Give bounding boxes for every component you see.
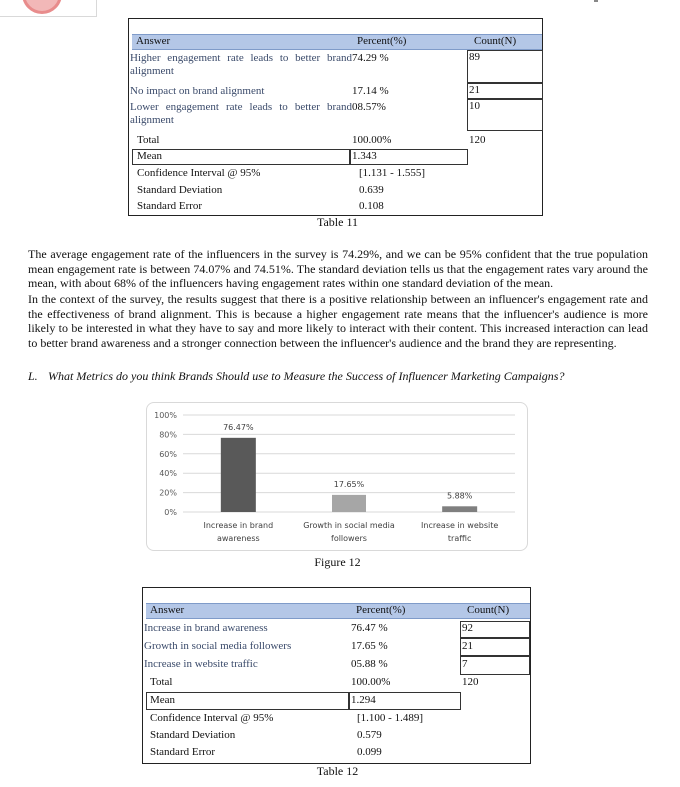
mean-label: Mean xyxy=(150,694,176,706)
table-row-count: 21 xyxy=(462,640,473,652)
x-tick-label: awareness xyxy=(216,534,260,543)
header-mark xyxy=(594,0,598,2)
x-tick-label: Increase in brand xyxy=(203,521,274,530)
table-row-answer: Lower engagement rate leads to better brand alignment xyxy=(130,101,352,126)
question-heading xyxy=(28,369,564,384)
table-row-count: 10 xyxy=(469,100,480,112)
table-row-answer: Growth in social media followers xyxy=(144,640,292,652)
table-row-answer: Increase in brand awareness xyxy=(144,622,268,634)
y-tick-label: 20% xyxy=(159,488,177,498)
table-row-count: 89 xyxy=(469,51,480,63)
total-percent: 100.00% xyxy=(351,676,391,688)
bar-chart-svg xyxy=(147,403,529,552)
total-label: Total xyxy=(137,134,160,146)
bar xyxy=(221,438,256,512)
mean-value: 1.294 xyxy=(351,694,376,706)
table-row-percent: 17.14 % xyxy=(352,85,389,97)
data-label: 76.47% xyxy=(223,422,254,432)
body-paragraph-2: In the context of the survey, the results suggest that there is a positive relationship between an influencer's engagement rate and the effectiveness of brand alignment. This is because a higher engagement rate means that the influencer's audience is more likely to be interested in what they have to say and more likely to interact with their content. This increased interaction can lead to better brand awareness and a stronger connection between the influencer's audience and the brand they are representing. xyxy=(28,292,648,350)
table-row-count: 21 xyxy=(469,84,480,96)
count-box xyxy=(460,656,530,675)
table-row-percent: 08.57% xyxy=(352,101,386,113)
table-11 xyxy=(128,18,543,216)
x-tick-label: Increase in website xyxy=(421,521,499,530)
header-count: Count(N) xyxy=(467,604,510,616)
sd-value: 0.639 xyxy=(359,184,384,196)
total-count: 120 xyxy=(462,676,479,688)
total-percent: 100.00% xyxy=(352,134,392,146)
bar xyxy=(442,506,477,512)
y-tick-label: 60% xyxy=(159,449,177,459)
figure-12-caption: Figure 12 xyxy=(314,555,361,569)
bar xyxy=(332,495,366,512)
y-tick-label: 80% xyxy=(159,430,177,440)
total-label: Total xyxy=(150,676,173,688)
sd-value: 0.579 xyxy=(357,729,382,741)
data-label: 17.65% xyxy=(333,479,365,489)
total-count: 120 xyxy=(469,134,486,146)
ci-value: [1.100 - 1.489] xyxy=(357,712,423,724)
table-11-caption: Table 11 xyxy=(316,215,359,229)
data-label: 5.88% xyxy=(446,491,473,501)
table-row-percent: 76.47 % xyxy=(351,622,388,634)
table-row-percent: 05.88 % xyxy=(351,658,388,670)
header-answer: Answer xyxy=(136,35,171,47)
ci-value: [1.131 - 1.555] xyxy=(359,167,425,179)
table-row-count: 92 xyxy=(462,622,473,634)
university-logo xyxy=(0,0,97,17)
se-label: Standard Error xyxy=(137,200,203,212)
x-tick-label: Growth in social media xyxy=(303,521,395,530)
table-row-answer: No impact on brand alignment xyxy=(130,85,265,97)
x-tick-label: followers xyxy=(331,534,367,543)
y-tick-label: 0% xyxy=(164,508,177,517)
x-tick-label: traffic xyxy=(447,534,472,543)
se-value: 0.099 xyxy=(357,746,382,758)
ci-label: Confidence Interval @ 95% xyxy=(137,167,261,179)
table-12 xyxy=(142,587,531,764)
header-percent: Percent(%) xyxy=(356,604,406,616)
ci-label: Confidence Interval @ 95% xyxy=(150,712,274,724)
table-12-caption: Table 12 xyxy=(316,764,359,778)
figure-12-chart xyxy=(146,402,528,551)
body-paragraph-1: The average engagement rate of the influencers in the survey is 74.29%, and we can be 95% confident that the true population mean engagement rate is between 74.07% and 74.51%. The standard deviation tells us that the engagement rates vary around the mean, with about 68% of the influencers having engagement rates within one standard deviation of the mean. xyxy=(28,247,648,291)
table-row-percent: 17.65 % xyxy=(351,640,388,652)
header-answer: Answer xyxy=(150,604,185,616)
se-label: Standard Error xyxy=(150,746,216,758)
sd-label: Standard Deviation xyxy=(137,184,223,196)
mean-value: 1.343 xyxy=(352,150,377,162)
question-number: L. xyxy=(28,369,38,383)
table-row-answer: Increase in website traffic xyxy=(144,658,258,670)
question-text: What Metrics do you think Brands Should use to Measure the Success of Influencer Marketing Campaigns? xyxy=(48,369,565,383)
mean-label: Mean xyxy=(137,150,163,162)
y-tick-label: 40% xyxy=(159,469,177,479)
sd-label: Standard Deviation xyxy=(150,729,236,741)
mean-row-box xyxy=(146,692,349,710)
y-tick-label: 100% xyxy=(154,411,177,420)
se-value: 0.108 xyxy=(359,200,384,212)
table-row-answer: Higher engagement rate leads to better brand alignment xyxy=(130,52,352,77)
mean-row-box xyxy=(132,149,350,165)
header-count: Count(N) xyxy=(474,35,517,47)
table-row-count: 7 xyxy=(462,658,468,670)
header-percent: Percent(%) xyxy=(357,35,407,47)
table-row-percent: 74.29 % xyxy=(352,52,389,64)
